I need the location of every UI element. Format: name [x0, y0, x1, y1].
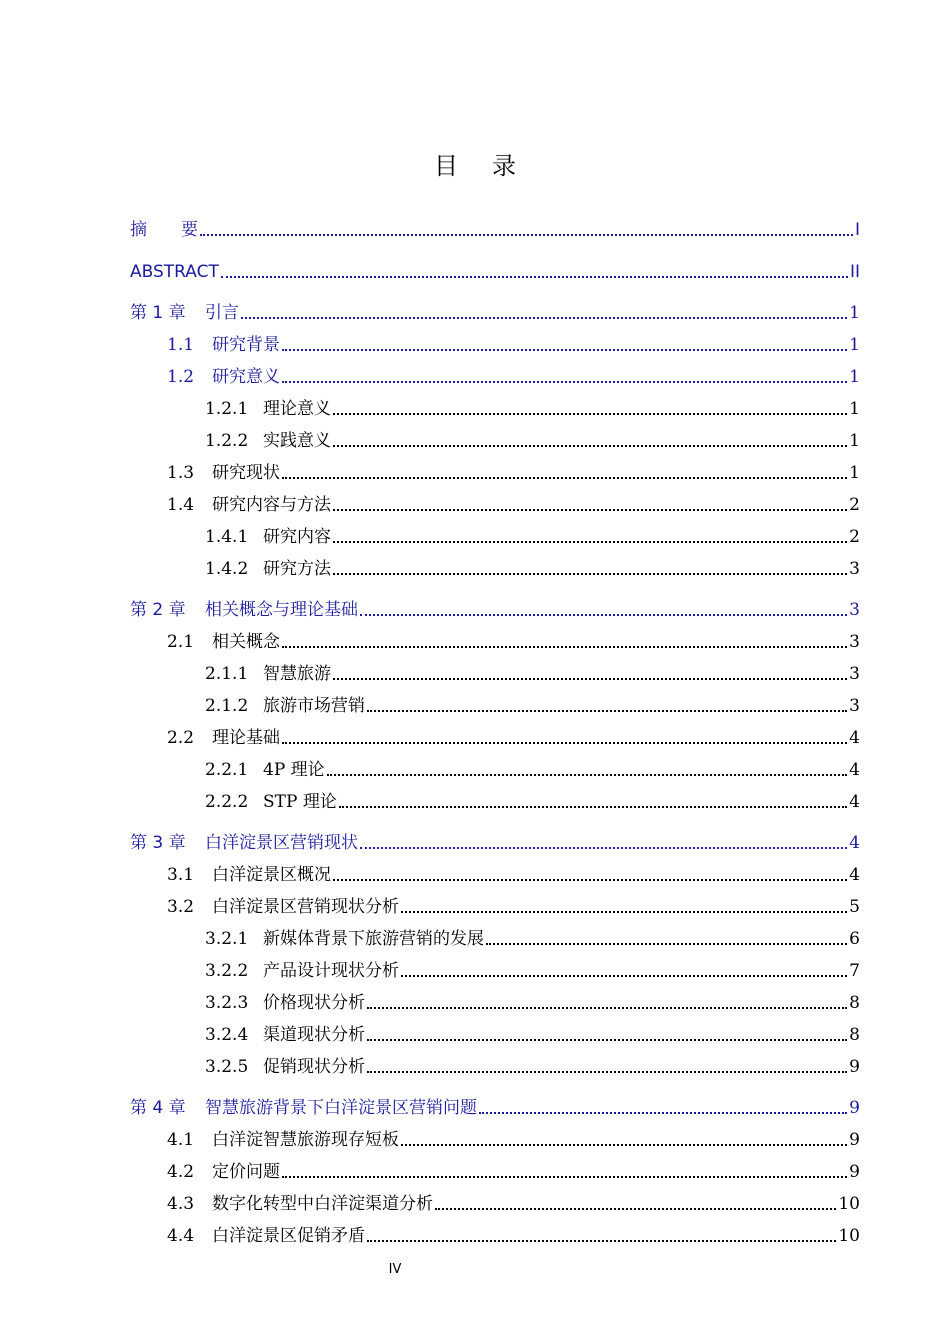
dot-leader: [367, 1007, 847, 1009]
toc-entry[interactable]: [130, 555, 860, 579]
toc-entry[interactable]: [130, 491, 860, 515]
toc-entry-page: 7: [849, 961, 860, 981]
toc-entry-text: 智慧旅游背景下白洋淀景区营销问题: [205, 1098, 477, 1118]
toc-entry-number: 1.2: [167, 367, 195, 387]
dot-leader: [333, 879, 847, 881]
toc-entry[interactable]: [130, 395, 860, 419]
toc-entry-text: 智慧旅游: [263, 664, 331, 684]
toc-entry-text: 产品设计现状分析: [263, 961, 399, 981]
dot-leader: [367, 1240, 836, 1242]
toc-entry-label: [130, 600, 358, 620]
toc-entry-page: 1: [849, 463, 860, 483]
toc-entry-label: [167, 897, 399, 917]
toc-entry-label: [205, 1057, 365, 1077]
toc-entry-number: 1.2.2: [205, 431, 249, 451]
toc-entry-label: [130, 262, 219, 282]
toc-entry-text: 摘 要: [130, 220, 198, 240]
toc-entry[interactable]: [130, 829, 860, 853]
toc-entry-number: 4.3: [167, 1194, 195, 1214]
toc-entry[interactable]: [130, 1094, 860, 1118]
toc-entry-number: 3.2.4: [205, 1025, 249, 1045]
toc-entry[interactable]: [130, 1158, 860, 1182]
toc-entry[interactable]: [130, 692, 860, 716]
toc-entry-text: 引言: [205, 303, 239, 323]
toc-entry[interactable]: [130, 523, 860, 547]
dot-leader: [401, 1144, 847, 1146]
toc-entry-page: 2: [849, 495, 860, 515]
dot-leader: [435, 1208, 836, 1210]
toc-entry-text: 白洋淀景区促销矛盾: [212, 1226, 365, 1246]
dot-leader: [221, 276, 848, 278]
toc-entry-page: 5: [849, 897, 860, 917]
toc-entry-label: [205, 792, 337, 812]
toc-entry-page: 8: [849, 993, 860, 1013]
dot-leader: [282, 477, 847, 479]
toc-entry-label: [205, 1025, 365, 1045]
toc-entry[interactable]: [130, 724, 860, 748]
toc-entry-label: [130, 303, 239, 323]
toc-entry-page: I: [854, 220, 860, 240]
toc-entry-page: II: [849, 262, 860, 282]
toc-entry-label: [167, 1194, 433, 1214]
toc-entry-text: 数字化转型中白洋淀渠道分析: [212, 1194, 433, 1214]
toc-entry[interactable]: [130, 258, 860, 282]
toc-entry-page: 10: [838, 1194, 860, 1214]
toc-entry-page: 1: [849, 335, 860, 355]
toc-entry-page: 1: [849, 367, 860, 387]
toc-entry[interactable]: [130, 628, 860, 652]
toc-entry-number: 第 2 章: [130, 600, 186, 620]
toc-entry-label: [205, 993, 365, 1013]
toc-entry-text: 白洋淀景区概况: [212, 865, 331, 885]
toc-entry-text: 相关概念: [212, 632, 280, 652]
dot-leader: [360, 847, 847, 849]
dot-leader: [367, 1071, 847, 1073]
toc-entry-label: [167, 463, 280, 483]
toc-entry-page: 3: [849, 664, 860, 684]
toc-entry-page: 6: [849, 929, 860, 949]
toc-entry-number: 1.3: [167, 463, 195, 483]
toc-entry-page: 1: [849, 399, 860, 419]
toc-entry-page: 9: [849, 1130, 860, 1150]
toc-entry[interactable]: [130, 299, 860, 323]
toc-entry-number: 1.4: [167, 495, 195, 515]
toc-entry-label: [130, 833, 358, 853]
toc-entry-text: 研究意义: [212, 367, 280, 387]
toc-entry-label: [167, 632, 280, 652]
toc-entry-text: 旅游市场营销: [263, 696, 365, 716]
toc-entry-number: 2.1: [167, 632, 195, 652]
toc-entry[interactable]: [130, 1021, 860, 1045]
toc-entry-number: 第 3 章: [130, 833, 186, 853]
dot-leader: [333, 509, 847, 511]
toc-entry-page: 4: [849, 728, 860, 748]
toc-entry-text: 研究内容与方法: [212, 495, 331, 515]
toc-entry[interactable]: [130, 331, 860, 355]
toc-entry-page: 2: [849, 527, 860, 547]
dot-leader: [360, 614, 847, 616]
dot-leader: [367, 710, 847, 712]
toc-entry-text: 促销现状分析: [263, 1057, 365, 1077]
toc-entry-number: 3.2.2: [205, 961, 249, 981]
dot-leader: [333, 445, 847, 447]
toc-entry-page: 4: [849, 865, 860, 885]
toc-entry-page: 4: [849, 760, 860, 780]
toc-entry-number: 1.2.1: [205, 399, 249, 419]
toc-entry-number: 2.1.2: [205, 696, 249, 716]
toc-entry-label: [205, 929, 484, 949]
dot-leader: [333, 541, 847, 543]
toc-entry-label: [167, 1162, 280, 1182]
toc-entry-text: 新媒体背景下旅游营销的发展: [263, 929, 484, 949]
toc-entry-text: 白洋淀景区营销现状分析: [212, 897, 399, 917]
toc-entry-page: 10: [838, 1226, 860, 1246]
toc-entry-text: 研究内容: [263, 527, 331, 547]
toc-entry[interactable]: [130, 363, 860, 387]
dot-leader: [327, 774, 848, 776]
toc-entry-label: [167, 865, 331, 885]
toc-entry[interactable]: [130, 861, 860, 885]
toc-entry-text: 理论意义: [263, 399, 331, 419]
toc-entry-label: [167, 1130, 399, 1150]
toc-entry-number: 3.2.3: [205, 993, 249, 1013]
toc-entry-page: 1: [849, 303, 860, 323]
toc-entry-label: [205, 559, 331, 579]
toc-entry[interactable]: [130, 216, 860, 240]
dot-leader: [401, 911, 847, 913]
toc-entry-label: [205, 431, 331, 451]
toc-entry-number: 3.1: [167, 865, 195, 885]
toc-entry-label: [130, 220, 198, 240]
toc-entry-page: 3: [849, 600, 860, 620]
dot-leader: [333, 413, 847, 415]
toc-entry-text: 实践意义: [263, 431, 331, 451]
toc-entry-number: 3.2.1: [205, 929, 249, 949]
toc-entry-number: 2.2.2: [205, 792, 249, 812]
toc-entry-text: 价格现状分析: [263, 993, 365, 1013]
toc-entry[interactable]: [130, 427, 860, 451]
toc-entry-page: 3: [849, 632, 860, 652]
toc-entry-text: 定价问题: [212, 1162, 280, 1182]
dot-leader: [200, 234, 853, 236]
toc-entry-number: 4.4: [167, 1226, 195, 1246]
toc-entry[interactable]: [130, 1222, 860, 1246]
toc-entry-page: 9: [849, 1162, 860, 1182]
toc-entry-text: 研究现状: [212, 463, 280, 483]
toc-entry-number: 3.2: [167, 897, 195, 917]
toc-entry-label: [205, 399, 331, 419]
dot-leader: [282, 742, 847, 744]
toc-entry-label: [167, 335, 280, 355]
dot-leader: [282, 381, 847, 383]
toc-entry[interactable]: [130, 459, 860, 483]
toc-entry-label: [167, 1226, 365, 1246]
page-number: IV: [388, 1262, 402, 1277]
toc-entry-number: 1.4.2: [205, 559, 249, 579]
toc-entry-label: [167, 367, 280, 387]
toc-entry-text: 相关概念与理论基础: [205, 600, 358, 620]
toc-entry-label: [205, 527, 331, 547]
dot-leader: [339, 806, 847, 808]
toc-entry-text: ABSTRACT: [130, 262, 219, 282]
dot-leader: [282, 646, 847, 648]
toc-entry-text: 理论基础: [212, 728, 280, 748]
toc-entry-page: 3: [849, 559, 860, 579]
toc-entry-label: [205, 664, 331, 684]
toc-entry-number: 2.2.1: [205, 760, 249, 780]
toc-entry-text: 白洋淀景区营销现状: [205, 833, 358, 853]
toc-entry[interactable]: [130, 957, 860, 981]
dot-leader: [486, 943, 847, 945]
toc-entry-page: 9: [849, 1098, 860, 1118]
toc-entry-number: 3.2.5: [205, 1057, 249, 1077]
dot-leader: [282, 349, 847, 351]
toc-entry-page: 1: [849, 431, 860, 451]
toc-entry[interactable]: [130, 893, 860, 917]
toc-entry[interactable]: [130, 989, 860, 1013]
toc-entry-page: 4: [849, 792, 860, 812]
toc-title: 目录: [434, 152, 550, 180]
toc-entry[interactable]: [130, 1053, 860, 1077]
toc-entry[interactable]: [130, 596, 860, 620]
toc-entry-label: [205, 696, 365, 716]
toc-entry-number: 第 1 章: [130, 303, 186, 323]
toc-entry-text: STP 理论: [263, 792, 337, 812]
dot-leader: [282, 1176, 847, 1178]
dot-leader: [333, 573, 847, 575]
toc-entry-label: [205, 760, 325, 780]
dot-leader: [241, 317, 847, 319]
toc-entry-page: 3: [849, 696, 860, 716]
toc-entry-number: 2.1.1: [205, 664, 249, 684]
toc-entry-label: [130, 1098, 477, 1118]
toc-entry-number: 2.2: [167, 728, 195, 748]
dot-leader: [479, 1112, 847, 1114]
toc-entry-number: 1.4.1: [205, 527, 249, 547]
dot-leader: [401, 975, 847, 977]
toc-entry-number: 1.1: [167, 335, 195, 355]
toc-entry-text: 4P 理论: [263, 760, 325, 780]
toc-entry-text: 研究方法: [263, 559, 331, 579]
toc-entry-number: 4.1: [167, 1130, 195, 1150]
toc-entry-text: 研究背景: [212, 335, 280, 355]
toc-entry[interactable]: [130, 925, 860, 949]
toc-entry[interactable]: [130, 1190, 860, 1214]
toc-entry-text: 渠道现状分析: [263, 1025, 365, 1045]
toc-entry-label: [167, 495, 331, 515]
toc-entry[interactable]: [130, 1126, 860, 1150]
dot-leader: [333, 678, 847, 680]
dot-leader: [367, 1039, 847, 1041]
toc-entry-text: 白洋淀智慧旅游现存短板: [212, 1130, 399, 1150]
toc-entry-label: [205, 961, 399, 981]
toc-entry-number: 4.2: [167, 1162, 195, 1182]
toc-entry-number: 第 4 章: [130, 1098, 186, 1118]
toc-entry-page: 4: [849, 833, 860, 853]
toc-entry-label: [167, 728, 280, 748]
toc-entry-page: 9: [849, 1057, 860, 1077]
toc-entry[interactable]: [130, 660, 860, 684]
toc-entry[interactable]: [130, 756, 860, 780]
toc-entry-page: 8: [849, 1025, 860, 1045]
toc-entry[interactable]: [130, 788, 860, 812]
